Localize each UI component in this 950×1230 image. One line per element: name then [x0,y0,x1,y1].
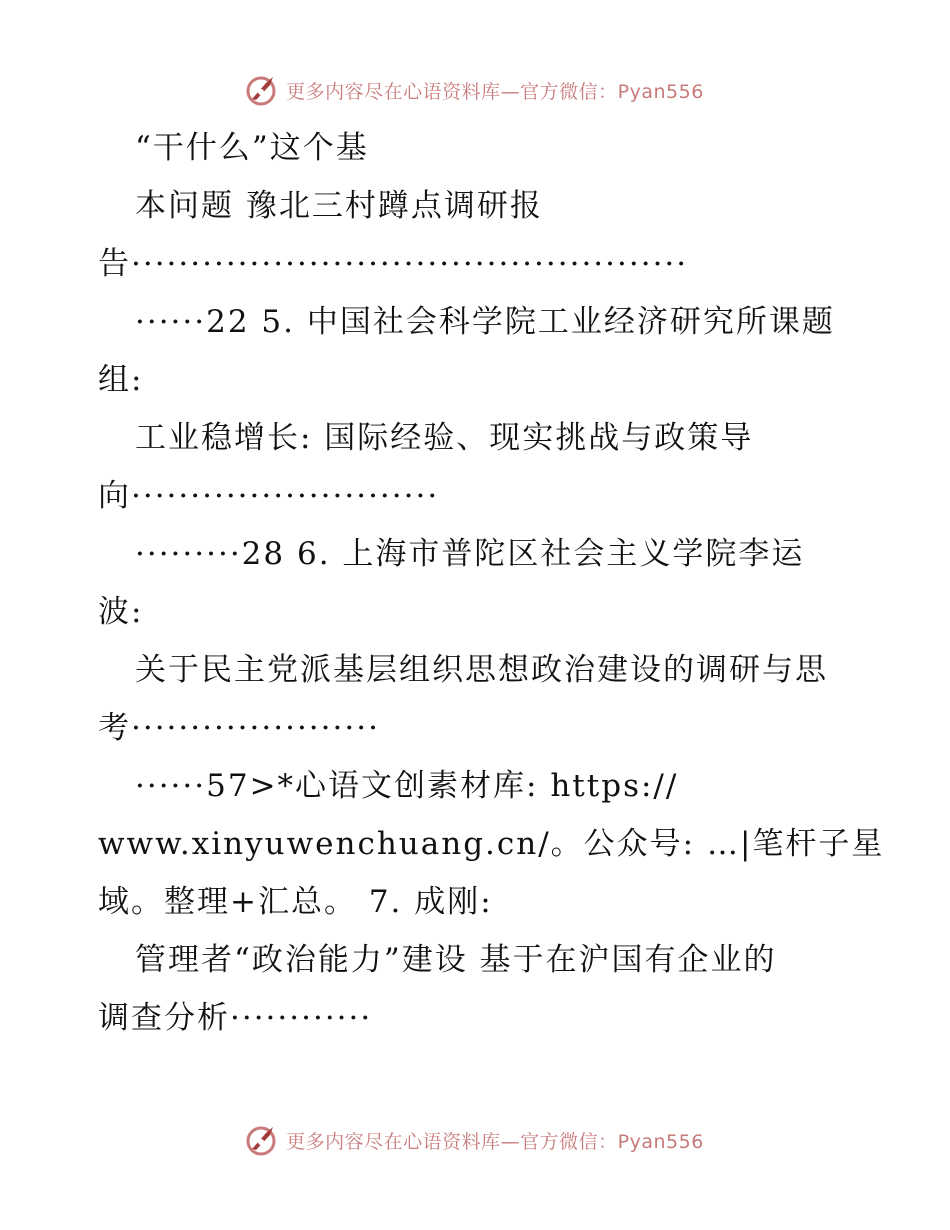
banner-text: 更多内容尽在心语资料库—官方微信：Pyan556 [286,1130,704,1153]
text-line: ······57>*心语文创素材库: https:// [135,768,679,804]
text-line: 管理者“政治能力”建设 基于在沪国有企业的 [135,942,777,978]
text-line: 域。整理+汇总。 7. 成刚: [98,884,493,920]
text-line: ·········28 6. 上海市普陀区社会主义学院李运 [135,536,805,572]
text-line: 本问题 豫北三村蹲点调研报 [135,188,543,224]
text-line: 考····················· [98,710,380,746]
text-line: ······22 5. 中国社会科学院工业经济研究所课题 [135,304,835,340]
text-line: 向·························· [98,478,440,514]
footer-banner [0,1120,950,1160]
text-line: 告··············································· [98,246,689,282]
banner-text: 更多内容尽在心语资料库—官方微信：Pyan556 [286,80,704,103]
text-line: 关于民主党派基层组织思想政治建设的调研与思 [135,652,828,688]
text-line: 组: [98,362,144,398]
text-line: 波: [98,594,144,630]
pen-nib-logo-icon [246,1123,280,1157]
text-line: 调查分析············ [98,1000,373,1036]
text-line: www.xinyuwenchuang.cn/。公众号: …|笔杆子星 [98,826,885,862]
text-line: 工业稳增长: 国际经验、现实挑战与政策导 [135,420,754,456]
text-line: “干什么”这个基 [135,130,369,166]
